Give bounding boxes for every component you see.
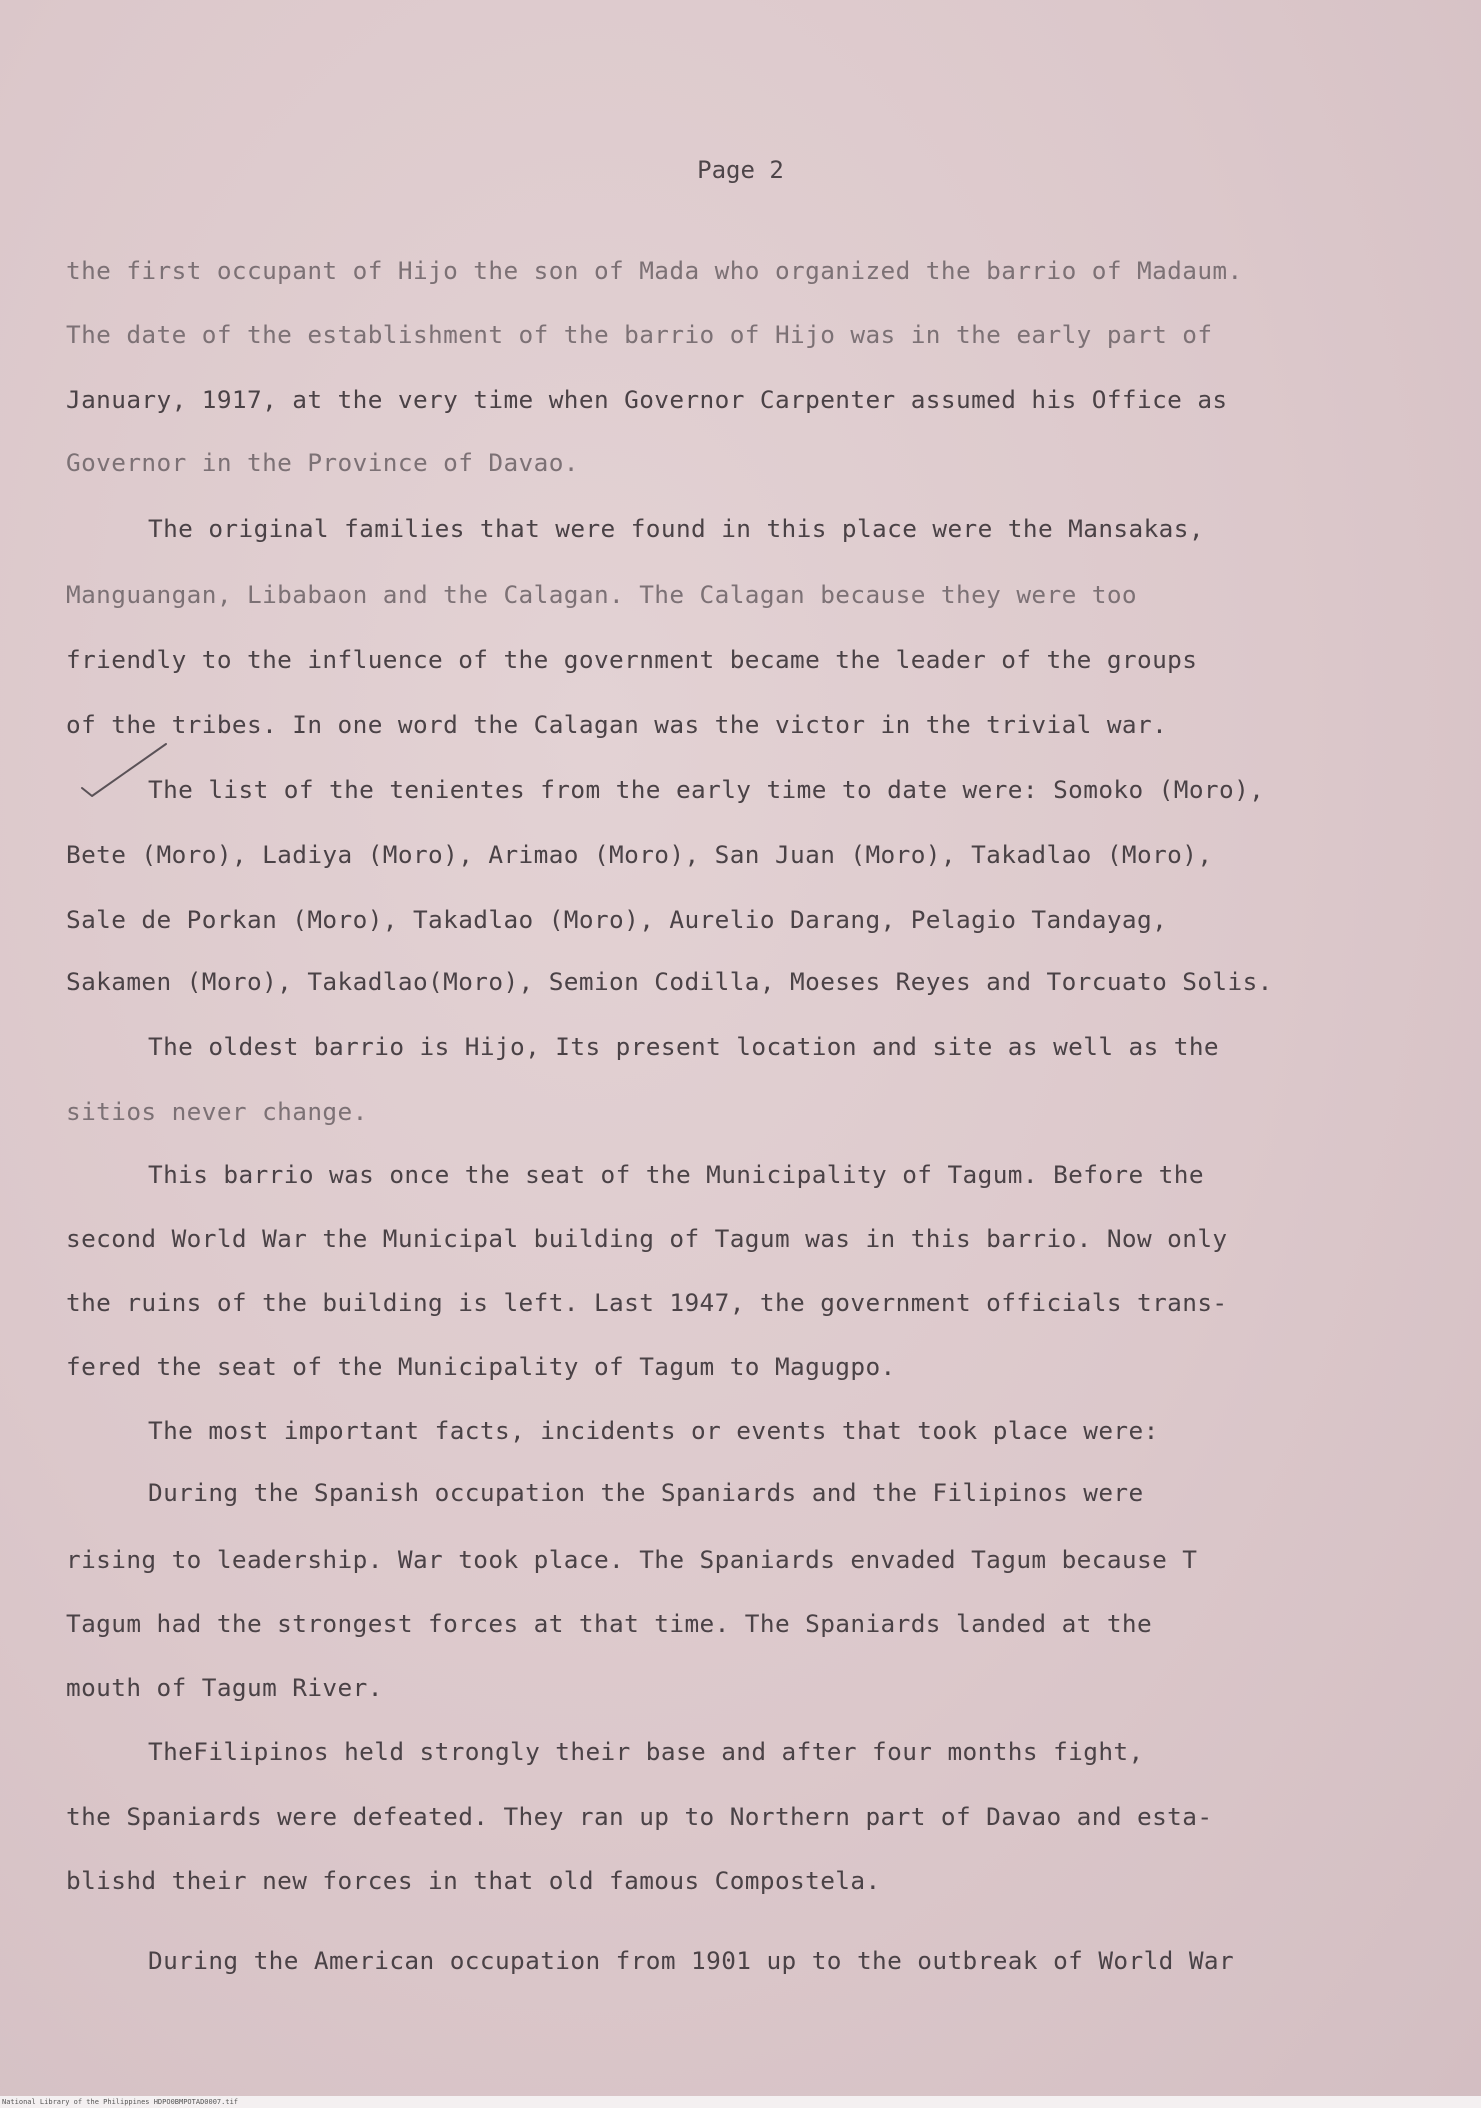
text-line: Sakamen (Moro), Takadlao(Moro), Semion Codilla, Moeses Reyes and Torcuato Solis. <box>66 967 1273 996</box>
text-line: The most important facts, incidents or events that took place were: <box>148 1416 1159 1445</box>
text-line: Sale de Porkan (Moro), Takadlao (Moro), Aurelio Darang, Pelagio Tandayag, <box>66 905 1168 934</box>
text-line: During the American occupation from 1901 up to the outbreak of World War <box>148 1946 1235 1975</box>
text-line: the first occupant of Hijo the son of Mada who organized the barrio of Madaum. <box>66 256 1243 285</box>
text-line: Bete (Moro), Ladiya (Moro), Arimao (Moro), San Juan (Moro), Takadlao (Moro), <box>66 840 1213 869</box>
text-line: This barrio was once the seat of the Municipality of Tagum. Before the <box>148 1160 1204 1189</box>
text-line: Tagum had the strongest forces at that time. The Spaniards landed at the <box>66 1609 1153 1638</box>
text-line: The original families that were found in this place were the Mansakas, <box>148 514 1204 543</box>
text-line: The list of the tenientes from the early time to date were: Somoko (Moro), <box>148 775 1265 804</box>
text-line: rising to leadership. War took place. The Spaniards envaded Tagum because T <box>66 1545 1198 1574</box>
text-line: January, 1917, at the very time when Governor Carpenter assumed his Office as <box>66 385 1228 414</box>
text-line: the Spaniards were defeated. They ran up to Northern part of Davao and esta- <box>66 1802 1213 1831</box>
text-line: friendly to the influence of the government became the leader of the groups <box>66 645 1198 674</box>
text-line: The oldest barrio is Hijo, Its present location and site as well as the <box>148 1032 1219 1061</box>
text-line: of the tribes. In one word the Calagan was the victor in the trivial war. <box>66 710 1168 739</box>
text-line: fered the seat of the Municipality of Tagum to Magugpo. <box>66 1352 896 1381</box>
text-line: the ruins of the building is left. Last 1947, the government officials trans- <box>66 1288 1228 1317</box>
text-line: During the Spanish occupation the Spaniards and the Filipinos were <box>148 1478 1144 1507</box>
scan-footer: National Library of the Philippines HDPO0BMPOTAD0007.tif <box>0 2096 1481 2108</box>
text-line: Manguangan, Libabaon and the Calagan. The Calagan because they were too <box>66 580 1137 609</box>
text-line: TheFilipinos held strongly their base and after four months fight, <box>148 1737 1144 1766</box>
text-line: second World War the Municipal building of Tagum was in this barrio. Now only <box>66 1224 1228 1253</box>
page-number: Page 2 <box>697 156 784 184</box>
text-line: The date of the establishment of the barrio of Hijo was in the early part of <box>66 320 1213 349</box>
text-line: sitios never change. <box>66 1097 368 1126</box>
text-line: mouth of Tagum River. <box>66 1673 383 1702</box>
text-line: Governor in the Province of Davao. <box>66 448 579 477</box>
text-line: blishd their new forces in that old famous Compostela. <box>66 1866 881 1895</box>
